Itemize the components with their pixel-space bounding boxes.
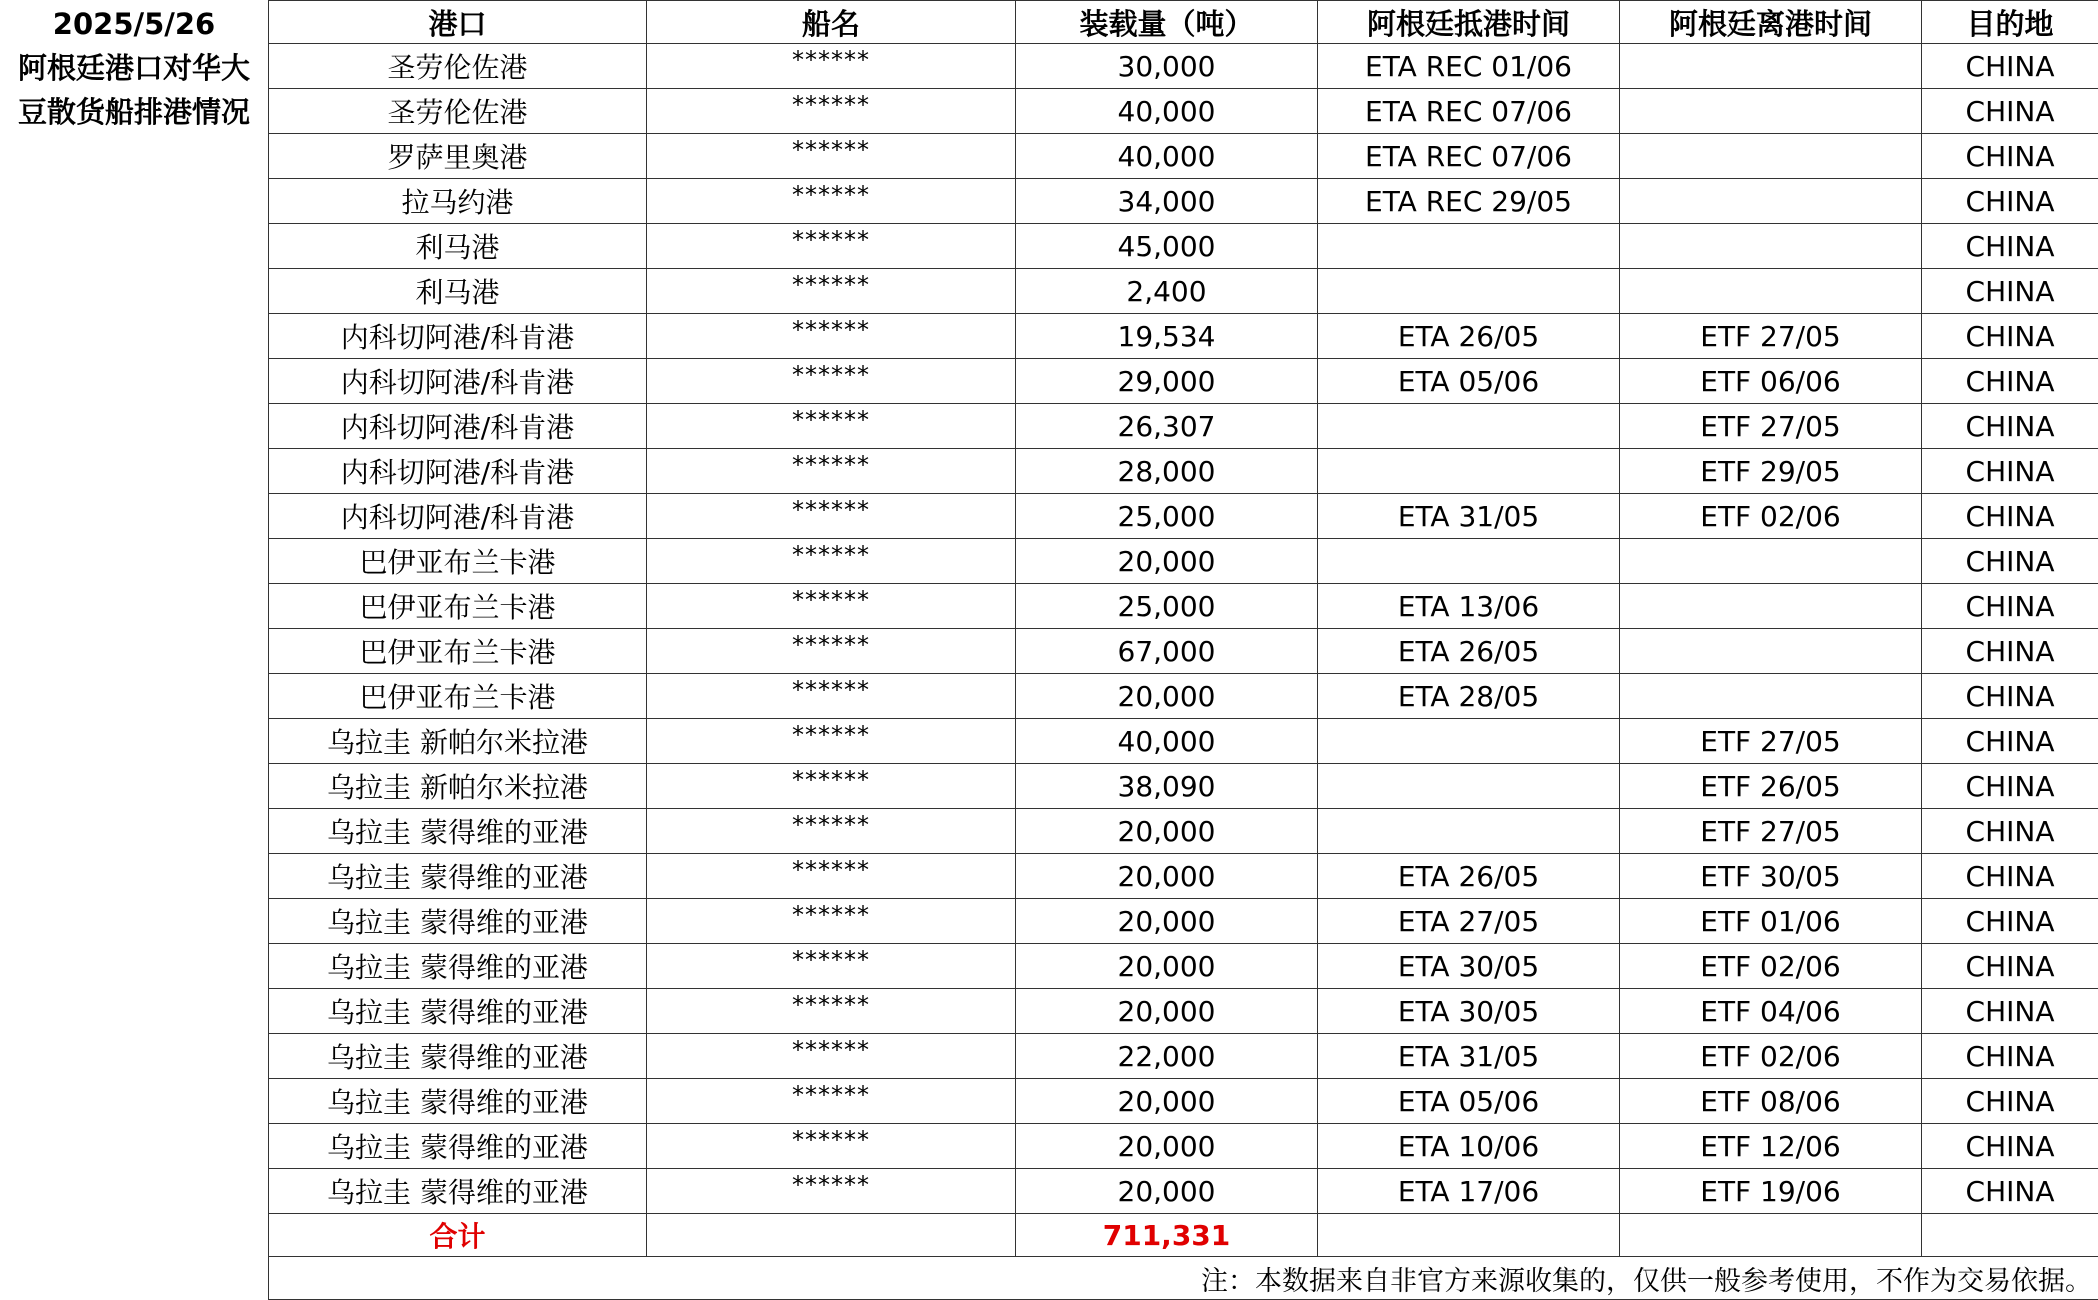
destination-cell: CHINA	[1922, 314, 2098, 359]
port-cell: 利马港	[269, 269, 647, 314]
port-cell: 乌拉圭 蒙得维的亚港	[269, 809, 647, 854]
destination-cell: CHINA	[1922, 449, 2098, 494]
ship-name-cell: ******	[647, 359, 1016, 404]
total-empty-cell	[1318, 1214, 1620, 1257]
destination-cell: CHINA	[1922, 224, 2098, 269]
ship-name-cell: ******	[647, 719, 1016, 764]
destination-cell: CHINA	[1922, 1169, 2098, 1214]
destination-cell: CHINA	[1922, 359, 2098, 404]
arrival-cell	[1318, 224, 1620, 269]
arrival-cell: ETA 26/05	[1318, 314, 1620, 359]
arrival-cell: ETA 31/05	[1318, 1034, 1620, 1079]
departure-cell: ETF 01/06	[1620, 899, 1922, 944]
report-title-line-1: 阿根廷港口对华大	[0, 46, 268, 90]
arrival-cell: ETA 27/05	[1318, 899, 1620, 944]
load-cell: 20,000	[1016, 944, 1318, 989]
arrival-cell: ETA 05/06	[1318, 1079, 1620, 1124]
arrival-cell	[1318, 404, 1620, 449]
ship-name-cell: ******	[647, 764, 1016, 809]
load-cell: 20,000	[1016, 989, 1318, 1034]
header-destination: 目的地	[1922, 1, 2098, 44]
port-cell: 利马港	[269, 224, 647, 269]
departure-cell: ETF 27/05	[1620, 719, 1922, 764]
ship-name-cell: ******	[647, 404, 1016, 449]
departure-cell: ETF 26/05	[1620, 764, 1922, 809]
load-cell: 38,090	[1016, 764, 1318, 809]
arrival-cell: ETA 05/06	[1318, 359, 1620, 404]
departure-cell: ETF 04/06	[1620, 989, 1922, 1034]
port-cell: 内科切阿港/科肯港	[269, 494, 647, 539]
table-row	[269, 1034, 2098, 1079]
ship-name-cell: ******	[647, 1169, 1016, 1214]
destination-cell: CHINA	[1922, 854, 2098, 899]
departure-cell	[1620, 674, 1922, 719]
load-cell: 20,000	[1016, 854, 1318, 899]
departure-cell: ETF 27/05	[1620, 809, 1922, 854]
departure-cell: ETF 30/05	[1620, 854, 1922, 899]
table-row	[269, 449, 2098, 494]
load-cell: 29,000	[1016, 359, 1318, 404]
table-row	[269, 89, 2098, 134]
departure-cell	[1620, 539, 1922, 584]
port-cell: 内科切阿港/科肯港	[269, 359, 647, 404]
header-departure-time: 阿根廷离港时间	[1620, 1, 1922, 44]
table-row	[269, 1124, 2098, 1169]
port-cell: 乌拉圭 蒙得维的亚港	[269, 899, 647, 944]
arrival-cell	[1318, 269, 1620, 314]
total-row	[269, 1214, 2098, 1257]
port-cell: 乌拉圭 蒙得维的亚港	[269, 854, 647, 899]
departure-cell	[1620, 89, 1922, 134]
departure-cell	[1620, 134, 1922, 179]
destination-cell: CHINA	[1922, 494, 2098, 539]
table-row	[269, 314, 2098, 359]
header-load-tonnage: 装载量（吨）	[1016, 1, 1318, 44]
destination-cell: CHINA	[1922, 539, 2098, 584]
ship-name-cell: ******	[647, 494, 1016, 539]
port-cell: 乌拉圭 蒙得维的亚港	[269, 1124, 647, 1169]
table-row	[269, 179, 2098, 224]
load-cell: 20,000	[1016, 1169, 1318, 1214]
load-cell: 40,000	[1016, 719, 1318, 764]
table-row	[269, 359, 2098, 404]
report-title-line-2: 豆散货船排港情况	[0, 90, 268, 134]
arrival-cell: ETA 30/05	[1318, 944, 1620, 989]
load-cell: 40,000	[1016, 89, 1318, 134]
port-cell: 罗萨里奥港	[269, 134, 647, 179]
arrival-cell	[1318, 449, 1620, 494]
report-date: 2025/5/26	[0, 2, 268, 46]
table-row	[269, 269, 2098, 314]
destination-cell: CHINA	[1922, 179, 2098, 224]
ship-name-cell: ******	[647, 584, 1016, 629]
table-row	[269, 854, 2098, 899]
arrival-cell: ETA 26/05	[1318, 854, 1620, 899]
port-cell: 圣劳伦佐港	[269, 89, 647, 134]
departure-cell: ETF 06/06	[1620, 359, 1922, 404]
table-header-row	[269, 1, 2098, 44]
port-cell: 内科切阿港/科肯港	[269, 404, 647, 449]
port-cell: 乌拉圭 新帕尔米拉港	[269, 719, 647, 764]
ship-name-cell: ******	[647, 89, 1016, 134]
ship-name-cell: ******	[647, 1124, 1016, 1169]
destination-cell: CHINA	[1922, 764, 2098, 809]
table-body	[269, 44, 2098, 1214]
ship-name-cell: ******	[647, 809, 1016, 854]
load-cell: 30,000	[1016, 44, 1318, 89]
destination-cell: CHINA	[1922, 1034, 2098, 1079]
ship-name-cell: ******	[647, 269, 1016, 314]
ship-name-cell: ******	[647, 629, 1016, 674]
departure-cell	[1620, 179, 1922, 224]
load-cell: 22,000	[1016, 1034, 1318, 1079]
port-cell: 乌拉圭 蒙得维的亚港	[269, 944, 647, 989]
table-row	[269, 134, 2098, 179]
table-row	[269, 539, 2098, 584]
load-cell: 20,000	[1016, 539, 1318, 584]
arrival-cell: ETA 30/05	[1318, 989, 1620, 1034]
port-cell: 拉马约港	[269, 179, 647, 224]
destination-cell: CHINA	[1922, 899, 2098, 944]
table-row	[269, 719, 2098, 764]
departure-cell	[1620, 269, 1922, 314]
arrival-cell	[1318, 539, 1620, 584]
arrival-cell: ETA REC 29/05	[1318, 179, 1620, 224]
arrival-cell	[1318, 764, 1620, 809]
ship-name-cell: ******	[647, 134, 1016, 179]
load-cell: 26,307	[1016, 404, 1318, 449]
destination-cell: CHINA	[1922, 629, 2098, 674]
ship-name-cell: ******	[647, 224, 1016, 269]
departure-cell	[1620, 584, 1922, 629]
arrival-cell: ETA REC 01/06	[1318, 44, 1620, 89]
table-row	[269, 224, 2098, 269]
port-cell: 巴伊亚布兰卡港	[269, 539, 647, 584]
table-row	[269, 764, 2098, 809]
port-cell: 乌拉圭 蒙得维的亚港	[269, 1079, 647, 1124]
destination-cell: CHINA	[1922, 44, 2098, 89]
ship-name-cell: ******	[647, 989, 1016, 1034]
destination-cell: CHINA	[1922, 809, 2098, 854]
table-row	[269, 404, 2098, 449]
departure-cell	[1620, 44, 1922, 89]
load-cell: 34,000	[1016, 179, 1318, 224]
destination-cell: CHINA	[1922, 1124, 2098, 1169]
arrival-cell: ETA 31/05	[1318, 494, 1620, 539]
ship-name-cell: ******	[647, 1079, 1016, 1124]
header-port: 港口	[269, 1, 647, 44]
ship-name-cell: ******	[647, 674, 1016, 719]
load-cell: 20,000	[1016, 899, 1318, 944]
load-cell: 67,000	[1016, 629, 1318, 674]
ship-name-cell: ******	[647, 854, 1016, 899]
load-cell: 2,400	[1016, 269, 1318, 314]
table-row	[269, 944, 2098, 989]
destination-cell: CHINA	[1922, 719, 2098, 764]
ship-name-cell: ******	[647, 899, 1016, 944]
destination-cell: CHINA	[1922, 674, 2098, 719]
ship-name-cell: ******	[647, 449, 1016, 494]
destination-cell: CHINA	[1922, 269, 2098, 314]
ship-name-cell: ******	[647, 314, 1016, 359]
load-cell: 20,000	[1016, 1079, 1318, 1124]
ship-name-cell: ******	[647, 179, 1016, 224]
load-cell: 40,000	[1016, 134, 1318, 179]
table-row	[269, 44, 2098, 89]
arrival-cell: ETA 28/05	[1318, 674, 1620, 719]
departure-cell: ETF 02/06	[1620, 944, 1922, 989]
table-row	[269, 899, 2098, 944]
table-row	[269, 674, 2098, 719]
load-cell: 45,000	[1016, 224, 1318, 269]
table-row	[269, 494, 2098, 539]
port-cell: 乌拉圭 蒙得维的亚港	[269, 989, 647, 1034]
port-cell: 巴伊亚布兰卡港	[269, 629, 647, 674]
departure-cell: ETF 19/06	[1620, 1169, 1922, 1214]
table-row	[269, 1079, 2098, 1124]
load-cell: 19,534	[1016, 314, 1318, 359]
total-empty-cell	[1620, 1214, 1922, 1257]
destination-cell: CHINA	[1922, 989, 2098, 1034]
load-cell: 20,000	[1016, 809, 1318, 854]
table-row	[269, 809, 2098, 854]
arrival-cell: ETA 10/06	[1318, 1124, 1620, 1169]
port-cell: 乌拉圭 蒙得维的亚港	[269, 1034, 647, 1079]
destination-cell: CHINA	[1922, 404, 2098, 449]
departure-cell: ETF 12/06	[1620, 1124, 1922, 1169]
load-cell: 25,000	[1016, 584, 1318, 629]
report-title-block	[0, 0, 268, 134]
arrival-cell: ETA 26/05	[1318, 629, 1620, 674]
port-cell: 乌拉圭 新帕尔米拉港	[269, 764, 647, 809]
departure-cell: ETF 02/06	[1620, 494, 1922, 539]
port-cell: 乌拉圭 蒙得维的亚港	[269, 1169, 647, 1214]
vessel-lineup-table	[268, 0, 2098, 1300]
arrival-cell	[1318, 719, 1620, 764]
departure-cell: ETF 08/06	[1620, 1079, 1922, 1124]
port-cell: 巴伊亚布兰卡港	[269, 584, 647, 629]
note-row	[269, 1257, 2098, 1300]
port-cell: 巴伊亚布兰卡港	[269, 674, 647, 719]
departure-cell	[1620, 629, 1922, 674]
destination-cell: CHINA	[1922, 1079, 2098, 1124]
departure-cell: ETF 27/05	[1620, 404, 1922, 449]
load-cell: 28,000	[1016, 449, 1318, 494]
load-cell: 20,000	[1016, 674, 1318, 719]
ship-name-cell: ******	[647, 1034, 1016, 1079]
departure-cell	[1620, 224, 1922, 269]
port-cell: 内科切阿港/科肯港	[269, 314, 647, 359]
load-cell: 25,000	[1016, 494, 1318, 539]
arrival-cell	[1318, 809, 1620, 854]
total-empty-cell	[647, 1214, 1016, 1257]
load-cell: 20,000	[1016, 1124, 1318, 1169]
ship-name-cell: ******	[647, 944, 1016, 989]
arrival-cell: ETA REC 07/06	[1318, 134, 1620, 179]
destination-cell: CHINA	[1922, 134, 2098, 179]
ship-name-cell: ******	[647, 539, 1016, 584]
table-row	[269, 1169, 2098, 1214]
destination-cell: CHINA	[1922, 89, 2098, 134]
port-cell: 圣劳伦佐港	[269, 44, 647, 89]
arrival-cell: ETA 13/06	[1318, 584, 1620, 629]
arrival-cell: ETA 17/06	[1318, 1169, 1620, 1214]
table-row	[269, 989, 2098, 1034]
departure-cell: ETF 02/06	[1620, 1034, 1922, 1079]
port-cell: 内科切阿港/科肯港	[269, 449, 647, 494]
arrival-cell: ETA REC 07/06	[1318, 89, 1620, 134]
table-row	[269, 584, 2098, 629]
header-ship-name: 船名	[647, 1, 1016, 44]
total-label: 合计	[269, 1214, 647, 1257]
header-arrival-time: 阿根廷抵港时间	[1318, 1, 1620, 44]
table-row	[269, 629, 2098, 674]
disclaimer-note: 注：本数据来自非官方来源收集的，仅供一般参考使用，不作为交易依据。	[269, 1257, 2098, 1300]
ship-name-cell: ******	[647, 44, 1016, 89]
departure-cell: ETF 29/05	[1620, 449, 1922, 494]
departure-cell: ETF 27/05	[1620, 314, 1922, 359]
destination-cell: CHINA	[1922, 584, 2098, 629]
total-empty-cell	[1922, 1214, 2098, 1257]
total-value: 711,331	[1016, 1214, 1318, 1257]
destination-cell: CHINA	[1922, 944, 2098, 989]
